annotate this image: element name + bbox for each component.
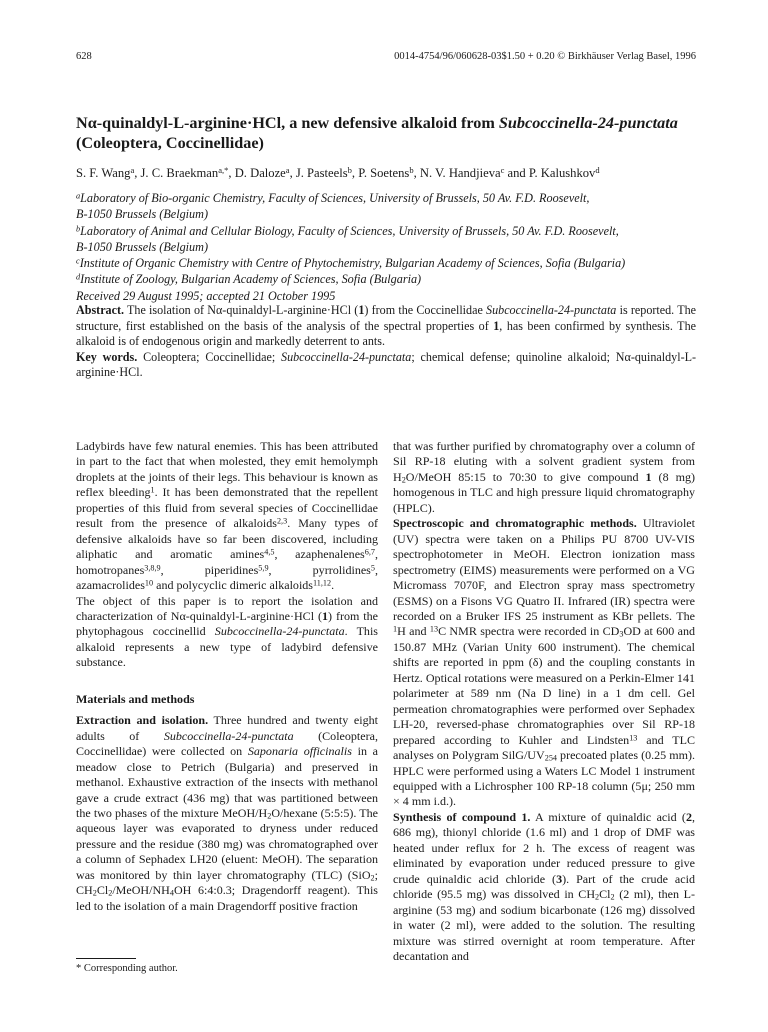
- subscript: 2: [595, 892, 600, 902]
- reference: 13: [629, 732, 638, 742]
- journal-info: 0014-4754/96/060628-03$1.50 + 0.20 © Birkhäuser Verlag Basel, 1996: [394, 51, 696, 62]
- body-text: Cl: [599, 887, 611, 902]
- body-text: (2 ml), then L-arginine (53 mg) and sodium bicarbonate (126 mg) dissolved in water (2 ml), were added to the solution. The resulting mixture was stirred overnight at room temperature. After decantation and: [393, 887, 695, 963]
- body-text: . Many types of defensive alkaloids have so far been discovered, including aliphatic and aromatic amines: [76, 516, 378, 562]
- body-text: ) from the phytophagous coccinellid: [76, 608, 379, 639]
- body-text: (8 mg) homogenous in TLC and high pressure liquid chromatography (HPLC).: [393, 469, 696, 515]
- footnote-rule: [76, 958, 136, 959]
- affiliation-c: [76, 255, 701, 271]
- author-mark: a: [130, 165, 135, 176]
- body-text: O/MeOH 85:15 to 70:30 to give compound: [405, 469, 646, 484]
- section-spacer: [76, 671, 378, 692]
- author: N. V. Handjieva: [419, 166, 501, 180]
- reference: 6,7: [364, 547, 375, 557]
- intro-paragraph: [76, 439, 378, 594]
- subscript: 2: [267, 811, 272, 821]
- superscript: 13: [429, 624, 439, 634]
- page-number: 628: [76, 51, 92, 62]
- affiliations: [76, 190, 701, 304]
- body-text: C NMR spectra were recorded in CD: [438, 624, 620, 639]
- body-text: ). Part of the crude acid chloride (95.5 mg) was dissolved in CH: [393, 871, 695, 902]
- subscript: 2: [610, 892, 615, 902]
- abstract-text: ) from the Coccinellidae: [364, 303, 487, 317]
- body-text: Cl: [96, 883, 109, 898]
- abstract: [76, 303, 696, 350]
- running-header: [76, 51, 696, 67]
- subscript: 254: [544, 753, 557, 763]
- author-and: and: [507, 166, 526, 180]
- species-name: Subcoccinella-24-punctata: [281, 349, 412, 364]
- subscript: 2: [92, 888, 97, 898]
- author-mark: d: [595, 165, 600, 176]
- reference: 4,5: [264, 547, 275, 557]
- compound-ref: 3: [556, 871, 563, 886]
- body-text: , homotropanes: [76, 547, 378, 577]
- keywords-label: Key words.: [76, 349, 138, 364]
- object-paragraph: [76, 594, 378, 671]
- abstract-text: The isolation of Nα-quinaldyl-L-arginine·HCl (: [124, 303, 359, 317]
- abstract-text: is reported. The structure, first established on the basis of the analysis of the spectral properties of: [76, 303, 696, 333]
- species-name: Subcoccinella-24-punctata: [163, 728, 294, 743]
- title-species: Subcoccinella-24-punctata: [498, 114, 678, 132]
- compound-ref: 2: [685, 809, 692, 824]
- subscript: 2: [401, 475, 406, 485]
- body-text: .: [331, 578, 335, 593]
- affil-text: Institute of Organic Chemistry with Centre of Phytochemistry, Bulgarian Academy of Sciences, Sofia (Bulgaria): [79, 256, 626, 271]
- subsection-label: Spectroscopic and chromatographic methods.: [393, 516, 637, 531]
- synthesis-paragraph: [393, 810, 695, 965]
- abstract-block: [76, 303, 696, 381]
- subscript: 4: [169, 888, 174, 898]
- body-text: and polycyclic dimeric alkaloids: [153, 578, 313, 593]
- affil-text: Laboratory of Bio-organic Chemistry, Faculty of Sciences, University of Brussels, 50 Av. F.D. Roosevelt,: [80, 191, 590, 205]
- body-text: , azaphenalenes: [274, 547, 365, 562]
- reference: 3,8,9: [144, 562, 161, 572]
- body-text: OH 6:4:0.3; Dragendorff reagent). This led to the isolation of a main Dragendorff positive fraction: [76, 883, 378, 913]
- body-text: H and: [397, 624, 430, 639]
- author: S. F. Wang: [76, 166, 131, 180]
- subsection-label: Synthesis of compound 1.: [393, 809, 531, 824]
- article-title: [76, 113, 696, 153]
- author-mark: c: [500, 165, 505, 176]
- compound-ref: 1: [321, 608, 329, 623]
- superscript: 1: [393, 624, 398, 634]
- body-text: O/hexane (5:5:5). The aqueous layer was evaporated to dryness under reduced pressure and the residue (380 mg) was chromatographed over a column of Sephadex LH20 (eluent: MeOH). The separation was monitored by thin layer chromatography (TLC) (SiO: [76, 805, 378, 882]
- affil-mark: b: [76, 223, 81, 233]
- keywords: [76, 350, 696, 381]
- author: D. Daloze: [234, 166, 286, 180]
- body-text: . It has been demonstrated that the repellent properties of this fluid from several species of Coccinellidae result from the presence of alkaloids: [76, 485, 378, 531]
- title-text: Nα-quinaldyl-L-arginine·HCl, a new defensive alkaloid from: [76, 114, 499, 132]
- abstract-label: Abstract.: [76, 303, 125, 317]
- affil-mark: d: [76, 272, 81, 282]
- body-text: precoated plates (0.25 mm). HPLC were performed using a Waters LC Model 1 instrument equipped with a Lichrospher 100 RP-18 column (5μ; 250 mm × 4 mm i.d.).: [393, 748, 695, 809]
- plant-name: Saponaria officinalis: [247, 744, 352, 759]
- body-text: , azamacrolides: [76, 562, 378, 593]
- body-text: that was further purified by chromatography over a column of Sil RP-18 eluting with a solvent gradient system from H: [393, 439, 695, 484]
- affiliation-b-cont: B-1050 Brussels (Belgium): [76, 239, 209, 254]
- reference: 1: [150, 485, 155, 495]
- body-text: , piperidines: [160, 562, 259, 577]
- title-line-2: (Coleoptera, Coccinellidae): [76, 134, 264, 152]
- reference: 2,3: [276, 516, 288, 526]
- keywords-text: ; chemical defense; quinoline alkaloid; Nα-quinaldyl-L-arginine·HCl.: [76, 349, 697, 379]
- body-text: Ladybirds have few natural enemies. This has been attributed in part to the fact that when molested, they emit hemolymph droplets at the joints of their legs. This behaviour is known as reflex bleeding: [76, 439, 378, 500]
- compound-ref: 1: [645, 469, 652, 484]
- species-name: Subcoccinella-24-punctata: [214, 624, 345, 639]
- body-text: The object of this paper is to report the isolation and characterization of Nα-quinaldyl-L-arginine·HCl (: [76, 593, 378, 623]
- body-text: , 686 mg), thionyl chloride (1.6 ml) and 1 drop of DMF was heated under reflux for 2 h. The excess of reagent was eliminated by evaporation under reduced pressure to give crude quinaldic acid chloride (: [393, 809, 695, 886]
- body-text: in a meadow close to Petrich (Bulgaria) and preserved in methanol. Exhaustive extraction of the insects with methanol gave a crude extract (436 mg) that was partitioned between the two phases of the mixture MeOH/H: [76, 744, 378, 820]
- body-text: A mixture of quinaldic acid (: [530, 809, 686, 824]
- compound-ref: 1: [493, 318, 500, 333]
- body-text: ; CH: [76, 867, 378, 898]
- body-text: . This alkaloid represents a new type of ladybird defensive substance.: [76, 624, 378, 670]
- species-name: Subcoccinella-24-punctata: [486, 303, 617, 317]
- affil-mark: a: [76, 191, 81, 201]
- author-list: S. F. Wang$^a$, J. C. Braekman$^{a,*}$, D. Daloze$^a$, J. Pasteels$^b$, P. Soetens$^b$, N. V. Handjieva$^c$ and P. Kalushkov$^d$: [76, 165, 600, 180]
- subsection-label: Extraction and isolation.: [76, 713, 209, 728]
- author: J. C. Braekman: [140, 166, 219, 180]
- reference: 10: [144, 578, 154, 588]
- affiliation-d: [76, 271, 701, 287]
- continued-paragraph: [393, 439, 695, 516]
- body-text: (Coleoptera, Coccinellidae) were collected on: [76, 728, 378, 759]
- reference: 5,9: [258, 562, 269, 572]
- body-text: , pyrrolidines: [268, 562, 371, 577]
- author-mark: a: [285, 165, 290, 176]
- affil-text: Laboratory of Animal and Cellular Biology, Faculty of Sciences, University of Brussels, 50 Av. F.D. Roosevelt,: [80, 223, 619, 238]
- body-text: and TLC analyses on Polygram SilG/UV: [393, 732, 695, 763]
- right-column: [393, 439, 695, 964]
- author-mark: b: [409, 165, 414, 176]
- extraction-paragraph: [76, 713, 378, 914]
- author: J. Pasteels: [295, 166, 348, 180]
- author-mark: a,*: [218, 165, 229, 176]
- reference: 5: [370, 562, 375, 572]
- affiliation-a-cont: B-1050 Brussels (Belgium): [76, 207, 209, 222]
- author-mark: b: [347, 165, 352, 176]
- keywords-text: Coleoptera; Coccinellidae;: [137, 349, 282, 364]
- body-text: /MeOH/NH: [112, 883, 170, 898]
- affil-mark: c: [76, 256, 80, 266]
- received-dates: Received 29 August 1995; accepted 21 October 1995: [76, 288, 336, 303]
- affil-text: Institute of Zoology, Bulgarian Academy of Sciences, Sofia (Bulgaria): [80, 272, 422, 287]
- affiliation-a: [76, 190, 701, 206]
- subscript: 2: [370, 873, 375, 883]
- footnote: * Corresponding author.: [76, 963, 178, 974]
- body-text: Three hundred and twenty eight adults of: [76, 713, 378, 743]
- body-text: Ultraviolet (UV) spectra were taken on a Philips PU 8700 UV-VIS spectrophotometer in MeOH. Electron ionization mass spectrometry (EIMS) measurements were performed on a VG Micromass 7070F, and Electron spray mass spectrometry (ESMS) on a Fisons VG Quatro II. Infrared (IR) spectra were recorded on a Bruker IFS 25 instrument as KBr pellets. The: [393, 516, 695, 623]
- author: P. Soetens: [358, 166, 410, 180]
- body-text: OD at 600 and 150.87 MHz (Varian Unity 600 instrument). The chemical shifts are reported in ppm (δ) and the coupling constants in Hertz. Optical rotations were measured on a Perkin-Elmer 141 polarimeter at 589 nm (Na D line) in a 1 dm cell. Gel permeation chromatographies were performed over Sephadex LH-20, reversed-phase chromatographies over Sil RP-18 prepared according to Kuhler and Lindsten: [393, 624, 696, 747]
- subscript: 2: [108, 888, 113, 898]
- spectroscopy-paragraph: [393, 516, 695, 810]
- abstract-text: , has been confirmed by synthesis. The alkaloid is of endogenous origin and markedly deterrent to ants.: [76, 318, 696, 348]
- compound-ref: 1: [358, 303, 365, 317]
- section-heading: Materials and methods: [76, 691, 195, 706]
- subscript: 3: [619, 630, 624, 640]
- left-column: [76, 439, 378, 914]
- author: P. Kalushkov: [528, 166, 596, 180]
- reference: 11,12: [313, 578, 332, 588]
- affiliation-b: [76, 223, 701, 239]
